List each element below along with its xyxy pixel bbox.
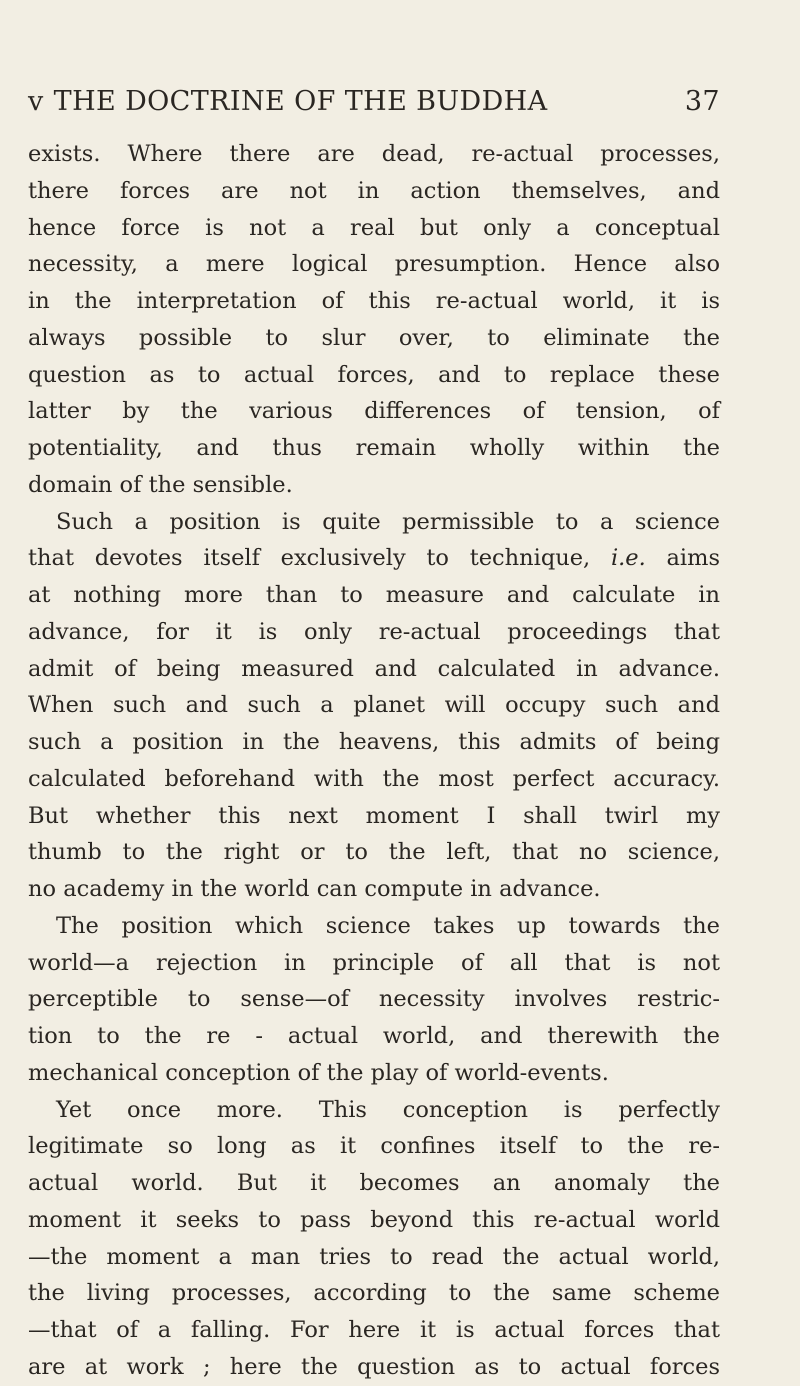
text-line: —the moment a man tries to read the actual world, xyxy=(28,1243,720,1270)
text-line: that devotes itself exclusively to technique, i.e. aims xyxy=(28,545,720,572)
text-line: latter by the various differences of tension, of xyxy=(28,398,720,425)
text-line: admit of being measured and calculated in advance. xyxy=(28,655,720,682)
text-line: exists. Where there are dead, re-actual processes, xyxy=(28,141,720,167)
text-line: are at work ; here the question as to actual forces xyxy=(28,1353,720,1380)
text-line: advance, for it is only re-actual proceedings that xyxy=(28,618,720,645)
text-line: perceptible to sense—of necessity involves restric- xyxy=(28,986,720,1013)
text-line: potentiality, and thus remain wholly within the xyxy=(28,435,720,461)
text-line: question as to actual forces, and to replace these xyxy=(28,361,720,388)
text-line: tion to the re - actual world, and therewith the xyxy=(28,1023,720,1049)
text-line: necessity, a mere logical presumption. Hence also xyxy=(28,251,720,278)
text-line: such a position in the heavens, this admits of being xyxy=(28,729,720,755)
text-line: Such a position is quite permissible to a science xyxy=(56,508,720,535)
text-line: no academy in the world can compute in advance. xyxy=(28,876,601,902)
text-line: thumb to the right or to the left, that no science, xyxy=(28,839,720,866)
body-text xyxy=(28,136,720,1386)
text-line: at nothing more than to measure and calculate in xyxy=(28,582,720,608)
text-line: legitimate so long as it confines itself to the re- xyxy=(28,1133,720,1160)
running-head-title-group xyxy=(28,86,548,117)
text-line: domain of the sensible. xyxy=(28,471,293,498)
text-line: moment it seeks to pass beyond this re-actual world xyxy=(28,1206,720,1233)
text-line: But whether this next moment I shall twirl my xyxy=(28,802,720,829)
text-line: When such and such a planet will occupy such and xyxy=(28,692,720,719)
text-line: always possible to slur over, to eliminate the xyxy=(28,324,720,351)
text-line: Yet once more. This conception is perfectly xyxy=(56,1096,720,1123)
text-line: calculated beforehand with the most perfect accuracy. xyxy=(28,765,720,792)
running-head xyxy=(28,86,720,126)
text-line: actual world. But it becomes an anomaly the xyxy=(28,1170,720,1196)
text-line: hence force is not a real but only a conceptual xyxy=(28,214,720,241)
text-line: in the interpretation of this re-actual world, it is xyxy=(28,288,720,314)
text-line: there forces are not in action themselves, and xyxy=(28,177,720,204)
text-line: world—a rejection in principle of all that is not xyxy=(28,949,720,976)
chapter-numeral: v xyxy=(28,86,44,117)
text-line: the living processes, according to the same scheme xyxy=(28,1280,720,1307)
running-head-title: THE DOCTRINE OF THE BUDDHA xyxy=(53,86,548,117)
page-number: 37 xyxy=(684,86,720,117)
text-line: —that of a falling. For here it is actual forces that xyxy=(28,1317,720,1343)
italic-abbreviation: i.e. xyxy=(610,545,646,572)
text-line: mechanical conception of the play of world-events. xyxy=(28,1059,609,1086)
text-line: The position which science takes up towards the xyxy=(56,912,720,939)
